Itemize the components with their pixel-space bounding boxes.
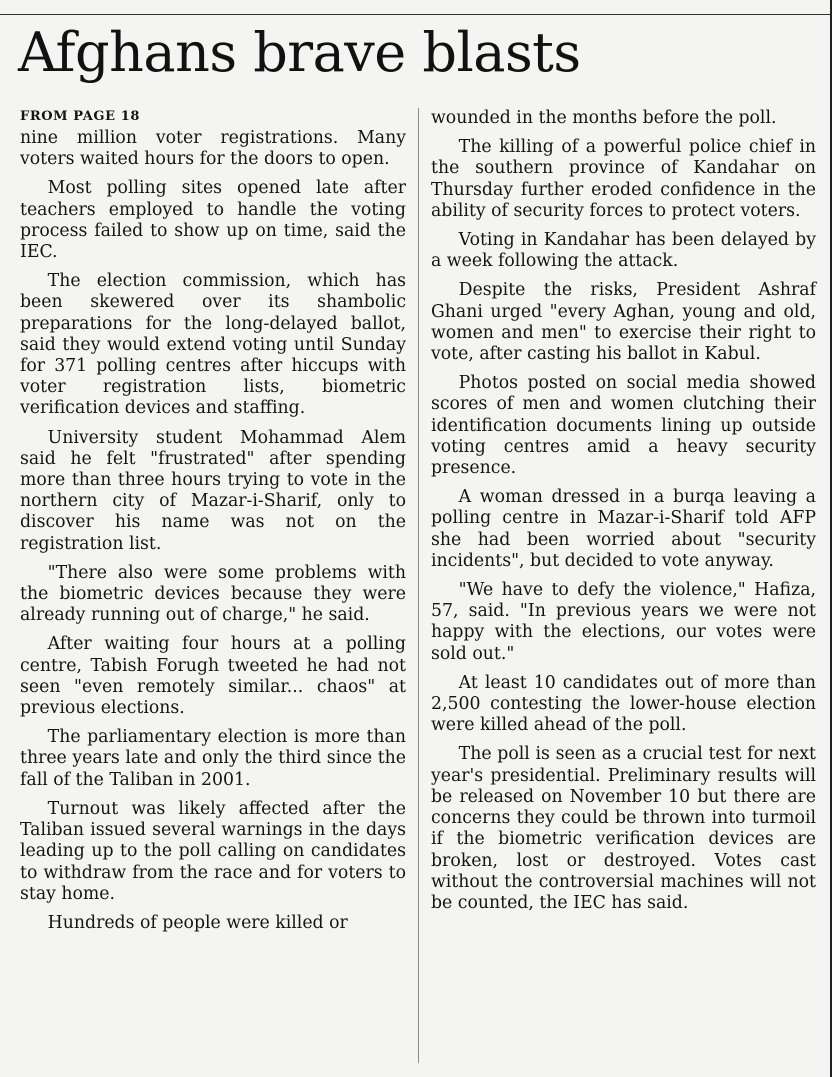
article-column-right bbox=[431, 108, 816, 922]
article-column-left bbox=[20, 108, 406, 942]
paragraph: Voting in Kandahar has been delayed by a week following the attack. bbox=[431, 230, 816, 272]
paragraph: After waiting four hours at a polling centre, Tabish Forugh tweeted he had not seen "even remotely similar... chaos" at previous elections. bbox=[20, 634, 406, 719]
paragraph: "There also were some problems with the biometric devices because they were already running out of charge," he said. bbox=[20, 562, 406, 626]
paragraph: "We have to defy the violence," Hafiza, 57, said. "In previous years we were not happy with the elections, our votes were sold out." bbox=[431, 580, 816, 664]
column-divider bbox=[418, 108, 419, 1063]
previous-article-cutoff-strip bbox=[0, 0, 832, 15]
paragraph: Most polling sites opened late after teachers employed to handle the voting process failed to show up on time, said the IEC. bbox=[20, 178, 406, 263]
paragraph: The poll is seen as a crucial test for next year's presidential. Preliminary results will be released on November 10 but there are concerns they could be thrown into turmoil if the biometric verification devices are broken, lost or destroyed. Votes cast without the controversial machines will not be counted, the IEC has said. bbox=[431, 744, 816, 913]
paragraph: Despite the risks, President Ashraf Ghani urged "every Aghan, young and old, women and men" to exercise their right to vote, after casting his ballot in Kabul. bbox=[431, 280, 816, 365]
paragraph: A woman dressed in a burqa leaving a polling centre in Mazar-i-Sharif told AFP she had been worried about "security incidents", but decided to vote anyway. bbox=[431, 487, 816, 571]
paragraph: Photos posted on social media showed scores of men and women clutching their identification documents lining up outside voting centres amid a heavy security presence. bbox=[431, 373, 816, 479]
paragraph: The killing of a powerful police chief in the southern province of Kandahar on Thursday further eroded confidence in the ability of security forces to protect voters. bbox=[431, 137, 816, 221]
paragraph: University student Mohammad Alem said he felt "frustrated" after spending more than three hours trying to vote in the northern city of Mazar-i-Sharif, only to discover his name was not on the registration list. bbox=[20, 427, 406, 554]
paragraph: Turnout was likely affected after the Taliban issued several warnings in the days leading up to the poll calling on candidates to withdraw from the race and for voters to stay home. bbox=[20, 798, 406, 904]
dateline: FROM PAGE 18 bbox=[20, 109, 141, 124]
headline: Afghans brave blasts bbox=[18, 21, 581, 84]
paragraph: The parliamentary election is more than three years late and only the third since the fall of the Taliban in 2001. bbox=[20, 727, 406, 790]
paragraph: Hundreds of people were killed or bbox=[47, 912, 348, 933]
paragraph: The election commission, which has been skewered over its shambolic preparations for the long-delayed ballot, said they would extend voting until Sunday for 371 polling centres after hiccups with voter registration lists, biometric verification devices and staffing. bbox=[20, 271, 406, 419]
paragraph: wounded in the months before the poll. bbox=[431, 108, 777, 128]
paragraph: nine million voter registrations. Many voters waited hours for the doors to open. bbox=[20, 128, 406, 170]
paragraph: At least 10 candidates out of more than 2,500 contesting the lower-house election were killed ahead of the poll. bbox=[431, 672, 816, 736]
